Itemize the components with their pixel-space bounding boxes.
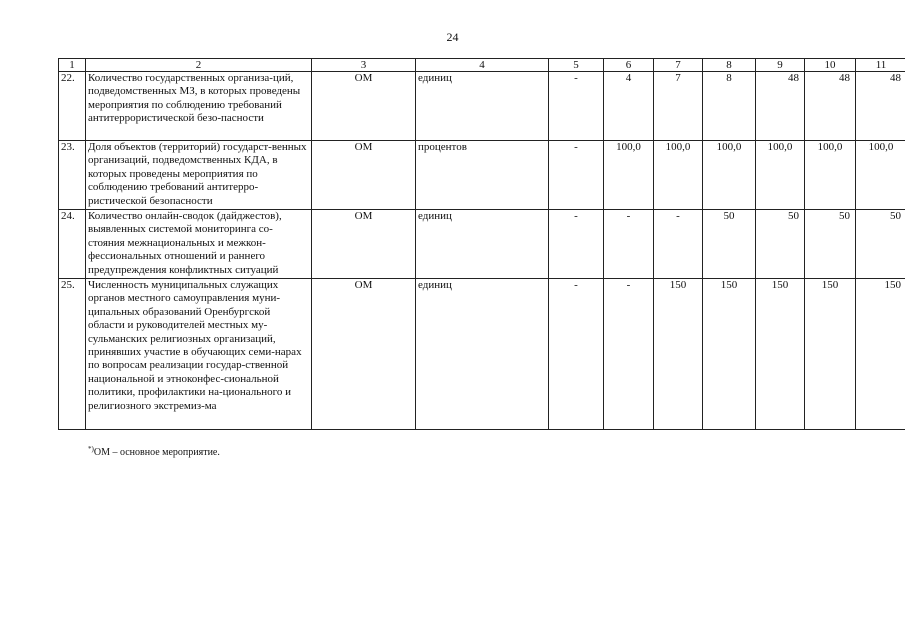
value-cell: 100,0: [805, 141, 856, 210]
value-cell: 100,0: [756, 141, 805, 210]
indicator-name: Количество государственных организа-ций, подведомственных МЗ, в которых проведены мероприятия по соблюдению требований антитеррористической безо-пасности: [86, 72, 312, 141]
value-cell: 150: [856, 279, 905, 430]
row-number: 25.: [59, 279, 86, 430]
value-cell: 100,0: [856, 141, 905, 210]
value-cell: -: [549, 72, 604, 141]
col-header: 4: [416, 59, 549, 72]
value-cell: -: [654, 210, 703, 279]
value-cell: 150: [703, 279, 756, 430]
value-cell: -: [549, 279, 604, 430]
indicator-type: ОМ: [312, 279, 416, 430]
indicator-type: ОМ: [312, 72, 416, 141]
indicator-type: ОМ: [312, 141, 416, 210]
col-header: 7: [654, 59, 703, 72]
col-header: 5: [549, 59, 604, 72]
col-header: 8: [703, 59, 756, 72]
indicator-unit: единиц: [416, 210, 549, 279]
col-header: 6: [604, 59, 654, 72]
footnote-mark: *): [88, 445, 94, 453]
value-cell: 50: [805, 210, 856, 279]
value-cell: 8: [703, 72, 756, 141]
col-header: 2: [86, 59, 312, 72]
value-cell: 48: [856, 72, 905, 141]
footnote-text: ОМ – основное мероприятие.: [93, 447, 220, 458]
header-row: [59, 59, 905, 72]
col-header: 3: [312, 59, 416, 72]
value-cell: -: [549, 141, 604, 210]
col-header: 9: [756, 59, 805, 72]
table-row: [59, 210, 905, 279]
value-cell: 100,0: [604, 141, 654, 210]
indicator-name: Численность муниципальных служащих органов местного самоуправления муни-ципальных образований Оренбургской области и руководителей местных му-сульманских религиозных организаций, принявших участие в обучающих семи-нарах по вопросам реализации государ-ственной национальной и этноконфес-сиональной политики, профилактики на-ционального и религиозного экстремиз-ма: [86, 279, 312, 430]
row-number: 22.: [59, 72, 86, 141]
indicator-name: Количество онлайн-сводок (дайджестов), выявленных системой мониторинга со-стояния межнациональных и межкон-фессиональных отношений и раннего предупреждения конфликтных ситуаций: [86, 210, 312, 279]
table-row: [59, 141, 905, 210]
value-cell: 50: [703, 210, 756, 279]
value-cell: 48: [805, 72, 856, 141]
row-number: 23.: [59, 141, 86, 210]
value-cell: 48: [756, 72, 805, 141]
value-cell: 100,0: [703, 141, 756, 210]
value-cell: -: [549, 210, 604, 279]
value-cell: 150: [805, 279, 856, 430]
value-cell: 50: [856, 210, 905, 279]
indicator-name: Доля объектов (территорий) государст-венных организаций, подведомственных КДА, в которых проведены мероприятия по соблюдению требований антитерро-ристической безопасности: [86, 141, 312, 210]
indicator-unit: единиц: [416, 72, 549, 141]
value-cell: -: [604, 210, 654, 279]
value-cell: 7: [654, 72, 703, 141]
table-row: [59, 72, 905, 141]
col-header: 1: [59, 59, 86, 72]
indicator-type: ОМ: [312, 210, 416, 279]
value-cell: 150: [654, 279, 703, 430]
col-header: 11: [856, 59, 905, 72]
indicators-table: [58, 58, 905, 430]
indicator-unit: процентов: [416, 141, 549, 210]
indicator-unit: единиц: [416, 279, 549, 430]
row-number: 24.: [59, 210, 86, 279]
value-cell: -: [604, 279, 654, 430]
value-cell: 4: [604, 72, 654, 141]
col-header: 10: [805, 59, 856, 72]
page-number: 24: [446, 30, 459, 44]
value-cell: 50: [756, 210, 805, 279]
table-row: [59, 279, 905, 430]
footnote: [88, 445, 220, 458]
value-cell: 100,0: [654, 141, 703, 210]
value-cell: 150: [756, 279, 805, 430]
